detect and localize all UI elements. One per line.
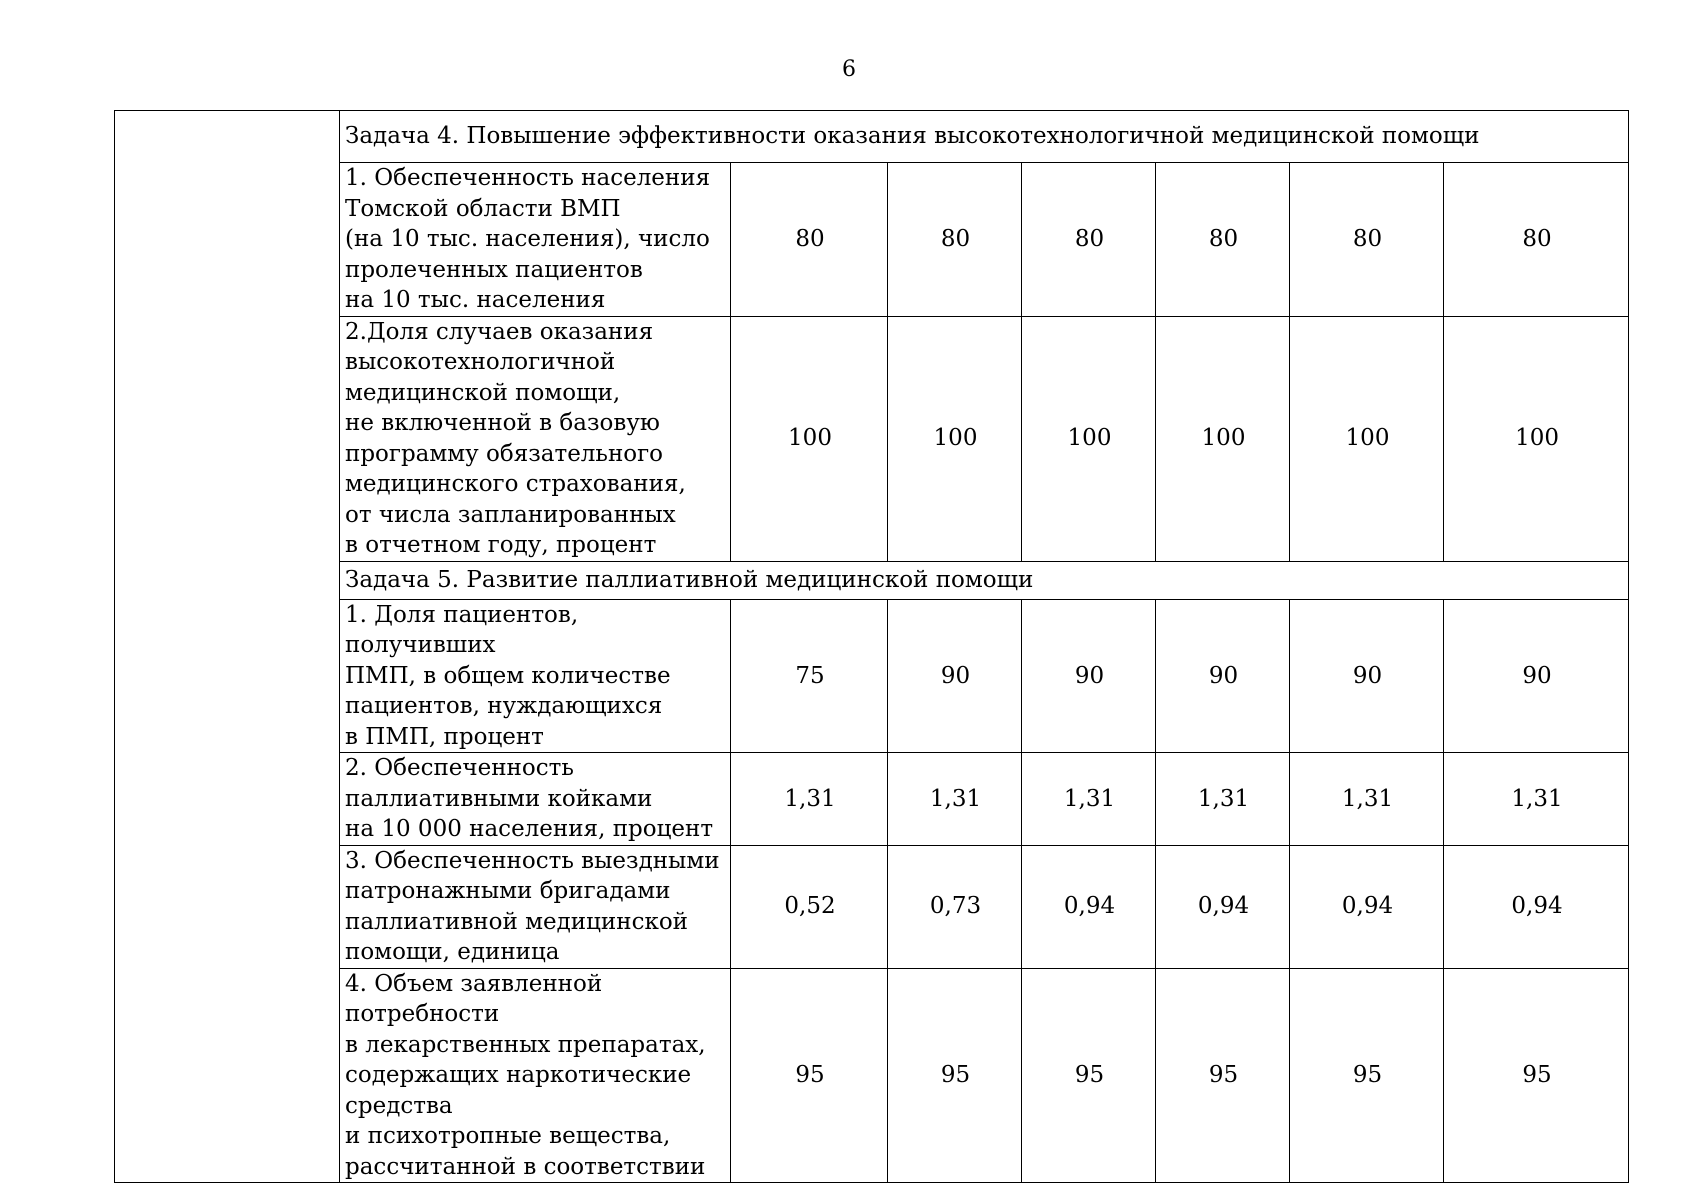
- value-cell: 80: [731, 163, 888, 317]
- value-cell: 0,94: [1156, 845, 1290, 968]
- section-title: Задача 4. Повышение эффективности оказания высокотехнологичной медицинской помощи: [340, 111, 1629, 163]
- value-cell: 95: [888, 968, 1022, 1183]
- value-cell: 100: [888, 316, 1022, 561]
- value-cell: 75: [731, 599, 888, 753]
- value-cell: 90: [1290, 599, 1444, 753]
- indicator-label: 2. Обеспеченность паллиативными койками на 10 000 населения, процент: [340, 753, 731, 846]
- table-row: [115, 845, 1629, 968]
- left-empty-column-cell: [115, 111, 340, 1183]
- value-cell: 0,73: [888, 845, 1022, 968]
- value-cell: 90: [888, 599, 1022, 753]
- indicator-label: 3. Обеспеченность выездными патронажными бригадами паллиативной медицинской помощи, единица: [340, 845, 731, 968]
- value-cell: 90: [1022, 599, 1156, 753]
- value-cell: 95: [1022, 968, 1156, 1183]
- value-cell: 0,94: [1290, 845, 1444, 968]
- value-cell: 1,31: [1444, 753, 1629, 846]
- value-cell: 95: [1156, 968, 1290, 1183]
- section-header-row: [115, 561, 1629, 599]
- table-row: [115, 163, 1629, 317]
- section-header-row: [115, 111, 1629, 163]
- value-cell: 1,31: [888, 753, 1022, 846]
- table-row: [115, 599, 1629, 753]
- value-cell: 1,31: [1022, 753, 1156, 846]
- indicator-label: 4. Объем заявленной потребности в лекарственных препаратах, содержащих наркотические средства и психотропные вещества, рассчитанной в соответствии: [340, 968, 731, 1183]
- value-cell: 95: [1290, 968, 1444, 1183]
- value-cell: 1,31: [1290, 753, 1444, 846]
- value-cell: 0,52: [731, 845, 888, 968]
- value-cell: 80: [1022, 163, 1156, 317]
- value-cell: 80: [1156, 163, 1290, 317]
- value-cell: 95: [731, 968, 888, 1183]
- value-cell: 1,31: [731, 753, 888, 846]
- indicator-table: [114, 110, 1629, 1183]
- indicator-label: 1. Обеспеченность населения Томской области ВМП (на 10 тыс. населения), число пролеченных пациентов на 10 тыс. населения: [340, 163, 731, 317]
- value-cell: 100: [731, 316, 888, 561]
- value-cell: 80: [888, 163, 1022, 317]
- value-cell: 90: [1156, 599, 1290, 753]
- value-cell: 100: [1290, 316, 1444, 561]
- value-cell: 0,94: [1022, 845, 1156, 968]
- value-cell: 80: [1444, 163, 1629, 317]
- section-title: Задача 5. Развитие паллиативной медицинской помощи: [340, 561, 1629, 599]
- indicator-label: 2.Доля случаев оказания высокотехнологичной медицинской помощи, не включенной в базовую программу обязательного медицинского страхования, от числа запланированных в отчетном году, процент: [340, 316, 731, 561]
- value-cell: 1,31: [1156, 753, 1290, 846]
- indicator-label: 1. Доля пациентов, получивших ПМП, в общем количестве пациентов, нуждающихся в ПМП, процент: [340, 599, 731, 753]
- table-row: [115, 753, 1629, 846]
- value-cell: 100: [1022, 316, 1156, 561]
- value-cell: 100: [1444, 316, 1629, 561]
- table-row: [115, 316, 1629, 561]
- value-cell: 0,94: [1444, 845, 1629, 968]
- value-cell: 80: [1290, 163, 1444, 317]
- table-row: [115, 968, 1629, 1183]
- value-cell: 90: [1444, 599, 1629, 753]
- page-number: 6: [842, 57, 856, 82]
- value-cell: 100: [1156, 316, 1290, 561]
- value-cell: 95: [1444, 968, 1629, 1183]
